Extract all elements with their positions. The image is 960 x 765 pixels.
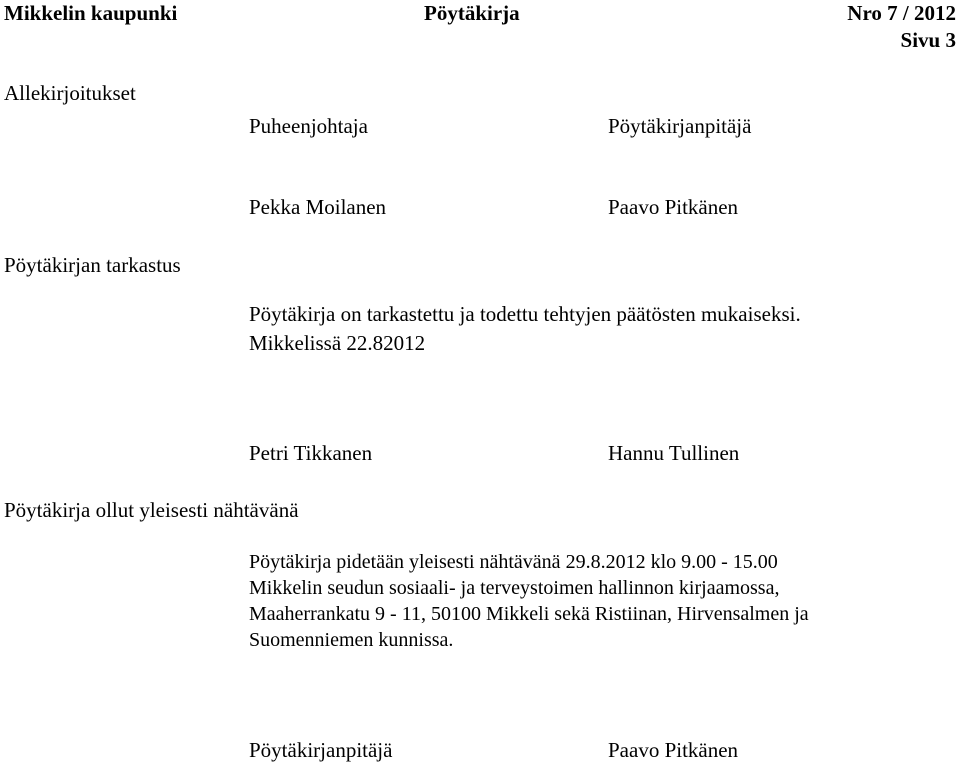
public-display-text	[249, 549, 809, 653]
inspector-2-name: Hannu Tullinen	[608, 441, 740, 465]
inspection-heading: Pöytäkirjan tarkastus	[4, 253, 181, 277]
secretary-role: Pöytäkirjanpitäjä	[608, 114, 752, 138]
footer-role: Pöytäkirjanpitäjä	[249, 738, 393, 762]
public-display-heading: Pöytäkirja ollut yleisesti nähtävänä	[4, 498, 299, 522]
page-header	[0, 0, 960, 60]
document-number: Nro 7 / 2012	[847, 1, 956, 25]
inspection-place-date: Mikkelissä 22.82012	[249, 331, 426, 355]
public-display-line: Pöytäkirja pidetään yleisesti nähtävänä 29.8.2012 klo 9.00 - 15.00	[249, 551, 778, 573]
inspection-statement: Pöytäkirja on tarkastettu ja todettu tehtyjen päätösten mukaiseksi.	[249, 302, 801, 326]
inspector-1-name: Petri Tikkanen	[249, 441, 373, 465]
page-number: Sivu 3	[900, 28, 956, 52]
document-type: Pöytäkirja	[424, 1, 520, 25]
signatures-heading: Allekirjoitukset	[4, 81, 136, 105]
public-display-line: Mikkelin seudun sosiaali- ja terveystoimen hallinnon kirjaamossa,	[249, 577, 780, 599]
footer-name: Paavo Pitkänen	[608, 738, 739, 762]
public-display-line: Maaherrankatu 9 - 11, 50100 Mikkeli sekä Ristiinan, Hirvensalmen ja	[249, 603, 809, 625]
public-display-line: Suomenniemen kunnissa.	[249, 629, 454, 651]
organization-name: Mikkelin kaupunki	[4, 1, 178, 25]
secretary-name: Paavo Pitkänen	[608, 195, 739, 219]
chair-role: Puheenjohtaja	[249, 114, 368, 138]
chair-name: Pekka Moilanen	[249, 195, 387, 219]
